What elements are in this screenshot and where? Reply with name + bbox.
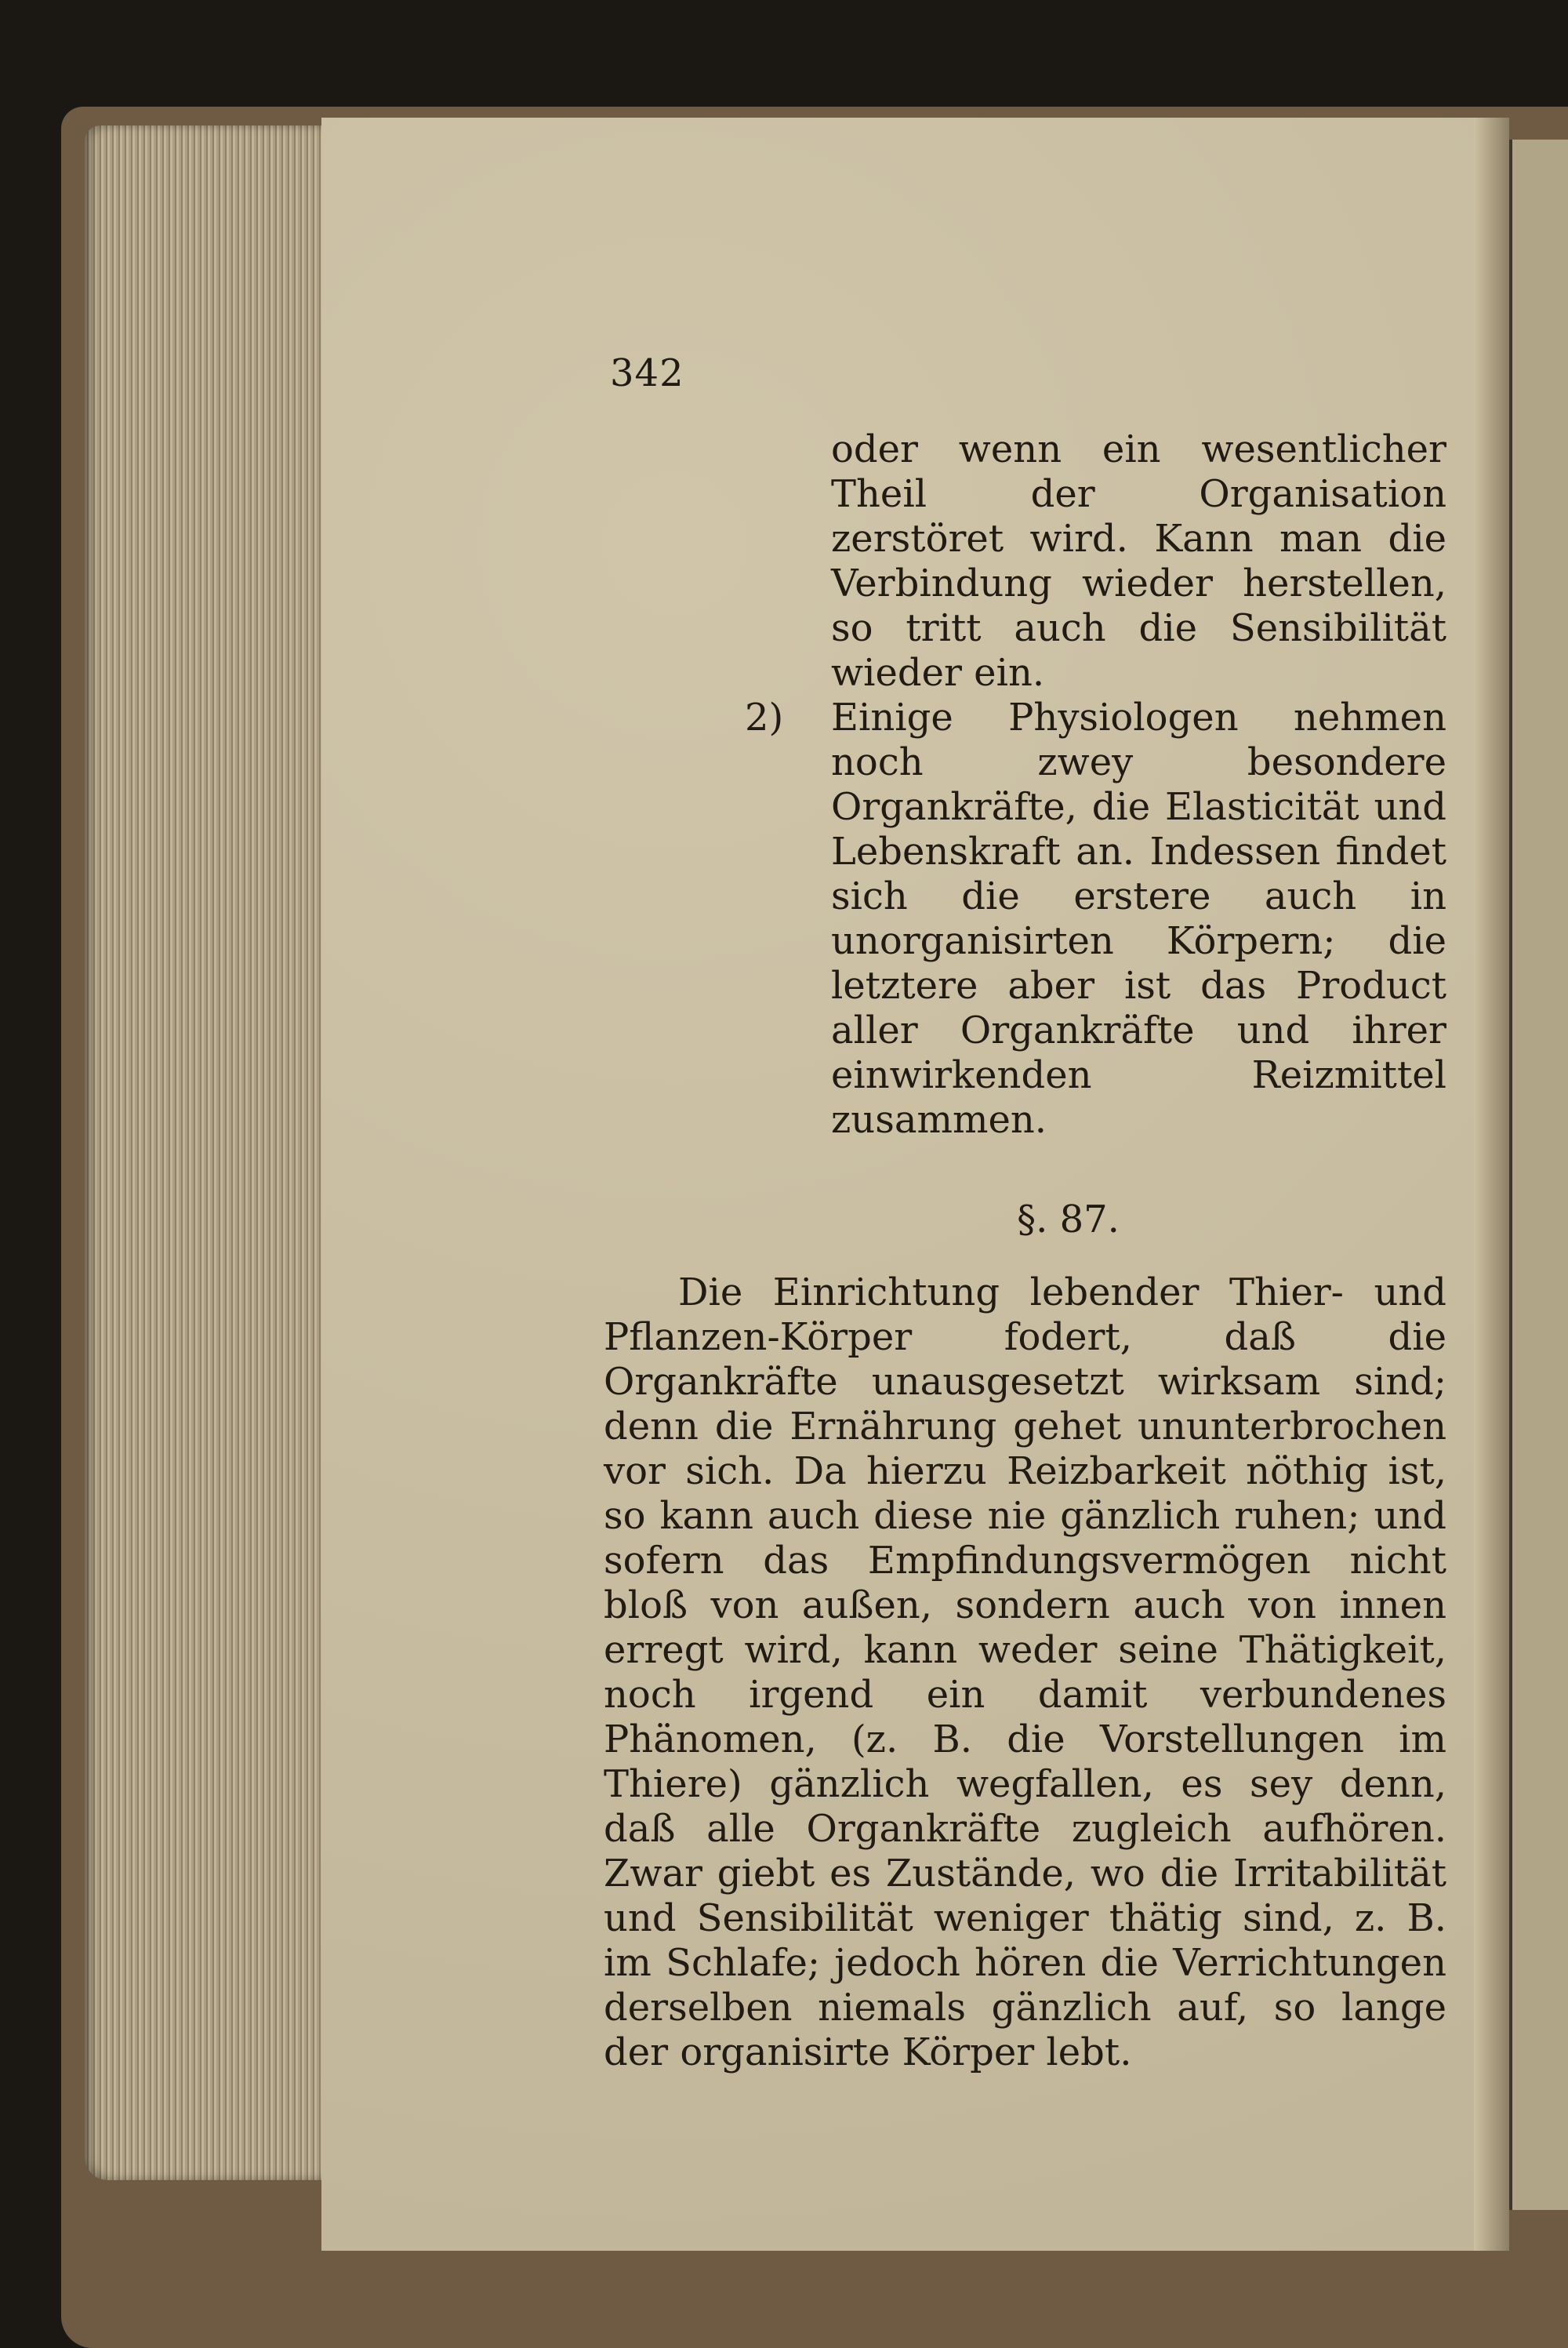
section-heading: §. 87. [1017,1198,1120,1241]
book-fore-edge [85,125,328,2180]
page-gutter [1474,118,1509,2251]
item-text: Einige Physiologen nehmen noch zwey besondere Organkräfte, die Elasticität und Lebenskraft an. Indessen findet sich die erstere auch in unorganisirten Körpern; die letztere aber ist das Product aller Organkräfte und ihrer einwirkenden Reizmittel zusammen. [831,696,1446,1142]
facing-page-edge [1509,140,1568,2210]
paragraph-continued: oder wenn ein wesentlicher Theil der Organisation zerstöret wird. Kann man die Verbindung wieder herstellen, so tritt auch die Sensibilität wieder ein. [831,427,1446,695]
section-paragraph: Die Einrichtung lebender Thier- und Pflanzen-Körper fodert, daß die Organkräfte unausgesetzt wirksam sind; denn die Ernährung gehet ununterbrochen vor sich. Da hierzu Reizbarkeit nöthig ist, so kann auch diese nie gänzlich ruhen; und sofern das Empfindungsvermögen nicht bloß von außen, sondern auch von innen erregt wird, kann weder seine Thätigkeit, noch irgend ein damit verbundenes Phänomen, (z. B. die Vorstellungen im Thiere) gänzlich wegfallen, es sey denn, daß alle Organkräfte zugleich aufhören. Zwar giebt es Zustände, wo die Irritabilität und Sensibilität weniger thätig sind, z. B. im Schlafe; jedoch hören die Verrichtungen derselben niemals gänzlich auf, so lange der organisirte Körper lebt. [604,1270,1446,2074]
page-number: 342 [610,351,684,395]
page-text [604,427,1446,2075]
item-number: 2) [745,696,784,740]
numbered-item [745,696,1446,1143]
